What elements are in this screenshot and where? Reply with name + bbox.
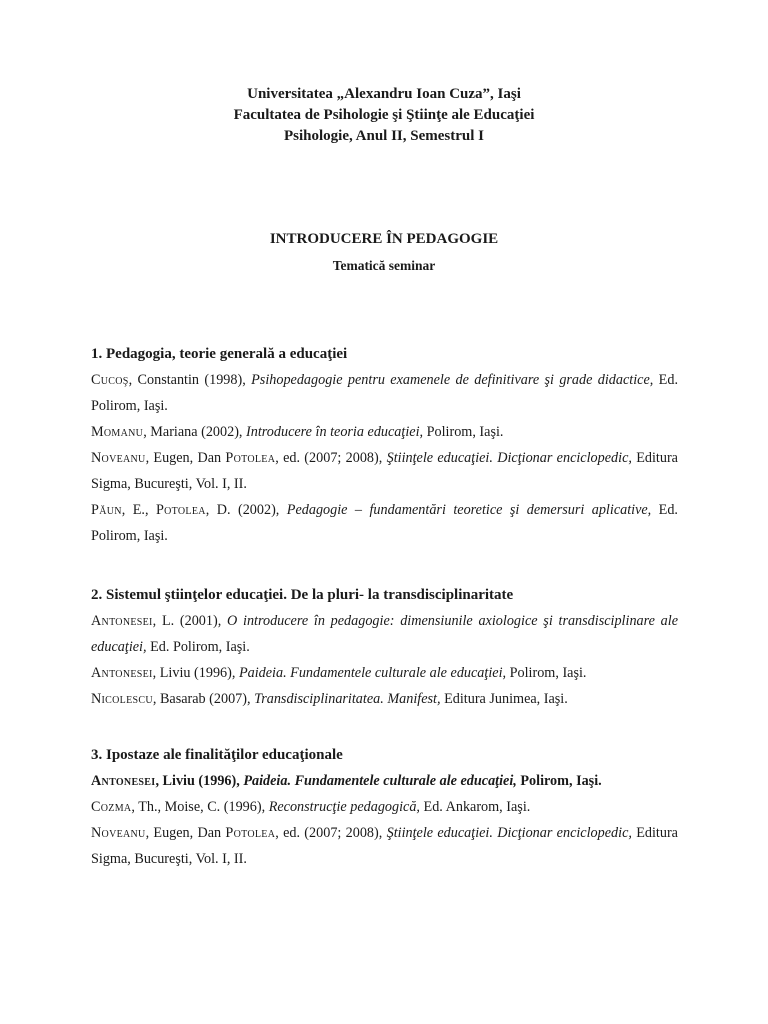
ref-author: Antonesei xyxy=(91,773,156,789)
ref-author: Cozma xyxy=(91,799,132,815)
ref-title: Introducere în teoria educaţiei, xyxy=(246,424,424,440)
section-2 xyxy=(91,582,678,712)
reference-entry: Nicolescu, Basarab (2007), Transdisciplinaritatea. Manifest, Editura Junimea, Iaşi. xyxy=(91,691,568,707)
ref-title: Paideia. Fundamentele culturale ale educaţiei, xyxy=(238,665,507,681)
document-title: INTRODUCERE ÎN PEDAGOGIE xyxy=(269,231,499,247)
ref-author: Potolea xyxy=(225,825,276,841)
document-subtitle: Tematică seminar xyxy=(332,258,436,273)
ref-title: Paideia. Fundamentele culturale ale educaţiei, xyxy=(243,773,517,789)
reference-entry: Noveanu, Eugen, Dan Potolea, ed. (2007; 2008), Ştiinţele educaţiei. Dicţionar enciclopedic, Editura Sigma, Bucureşti, Vol. I, II. xyxy=(91,450,678,492)
reference-entry: Cucoş, Constantin (1998), Psihopedagogie pentru examenele de definitivare şi grade didactice, Ed. Polirom, Iaşi. xyxy=(91,372,678,414)
reference-entry: Păun, E., Potolea, D. (2002), Pedagogie – fundamentări teoretice şi demersuri aplicative, Ed. Polirom, Iaşi. xyxy=(91,502,678,544)
ref-author: Noveanu xyxy=(91,450,146,466)
ref-author: Antonesei xyxy=(91,665,153,681)
program-year: Psihologie, Anul II, Semestrul I xyxy=(283,128,485,144)
faculty-name: Facultatea de Psihologie şi Ştiinţe ale Educaţiei xyxy=(233,107,535,123)
ref-title: Ştiinţele educaţiei. Dicţionar enciclopedic, xyxy=(386,825,632,841)
ref-author: Potolea xyxy=(225,450,276,466)
ref-title: Transdisciplinaritatea. Manifest, xyxy=(254,691,441,707)
ref-author: Nicolescu xyxy=(91,691,153,707)
document-header xyxy=(0,84,768,147)
section-heading: 2. Sistemul ştiinţelor educaţiei. De la pluri- la transdisciplinaritate xyxy=(91,587,514,603)
section-1 xyxy=(91,341,678,549)
ref-title: Pedagogie – fundamentări teoretice şi demersuri aplicative, xyxy=(286,502,652,518)
reference-entry: Cozma, Th., Moise, C. (1996), Reconstrucţie pedagogică, Ed. Ankarom, Iaşi. xyxy=(91,799,531,815)
ref-author: Noveanu xyxy=(91,825,146,841)
section-3 xyxy=(91,742,678,872)
reference-entry: Antonesei, Liviu (1996), Paideia. Fundamentele culturale ale educaţiei, Polirom, Iaşi. xyxy=(91,773,602,789)
ref-author: Antonesei xyxy=(91,613,153,629)
reference-entry: Momanu, Mariana (2002), Introducere în teoria educaţiei, Polirom, Iaşi. xyxy=(91,424,504,440)
ref-title: Reconstrucţie pedagogică, xyxy=(268,799,420,815)
university-name: Universitatea „Alexandru Ioan Cuza”, Iaşi xyxy=(247,86,521,102)
reference-entry: Noveanu, Eugen, Dan Potolea, ed. (2007; 2008), Ştiinţele educaţiei. Dicţionar enciclopedic, Editura Sigma, Bucureşti, Vol. I, II. xyxy=(91,825,678,867)
ref-title: Psihopedagogie pentru examenele de definitivare şi grade didactice, xyxy=(251,372,654,388)
ref-author: Cucoş xyxy=(91,372,129,388)
section-heading: 1. Pedagogia, teorie generală a educaţiei xyxy=(91,346,348,362)
reference-entry: Antonesei, Liviu (1996), Paideia. Fundamentele culturale ale educaţiei, Polirom, Iaşi. xyxy=(91,665,587,681)
ref-author: Păun xyxy=(91,502,122,518)
ref-author: Momanu xyxy=(91,424,144,440)
reference-entry: Antonesei, L. (2001), O introducere în pedagogie: dimensiunile axiologice şi transdisciplinare ale educaţiei, Ed. Polirom, Iaşi. xyxy=(91,613,678,655)
ref-author: Potolea xyxy=(155,502,206,518)
ref-title: Ştiinţele educaţiei. Dicţionar enciclopedic, xyxy=(386,450,632,466)
document-title-block xyxy=(0,229,768,275)
section-heading: 3. Ipostaze ale finalităţilor educaţionale xyxy=(91,747,343,763)
ref-title: O introducere în pedagogie: dimensiunile axiologice şi transdisciplinare ale educaţiei, xyxy=(91,613,678,655)
